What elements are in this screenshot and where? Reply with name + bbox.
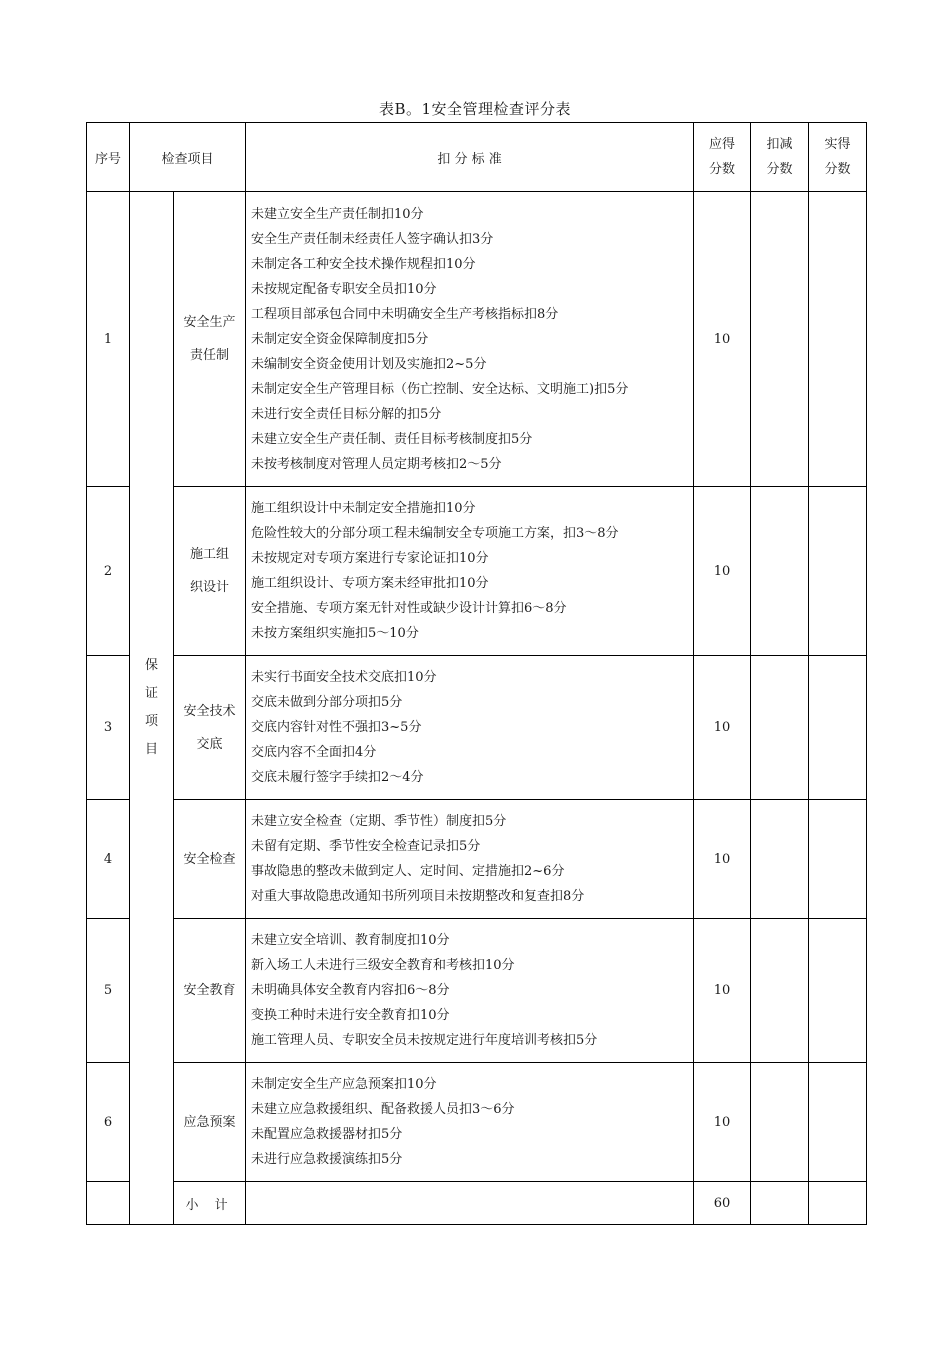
subtotal-deduct-score[interactable] bbox=[751, 1182, 809, 1225]
header-deduct-line2: 分数 bbox=[766, 162, 793, 177]
row-item-lines bbox=[184, 974, 236, 1007]
subtotal-actual-score[interactable] bbox=[809, 1182, 867, 1225]
criteria-line: 工程项目部承包合同中未明确安全生产考核指标扣8分 bbox=[251, 306, 559, 322]
group-label-char: 证 bbox=[144, 686, 158, 701]
criteria-line: 施工组织设计、专项方案未经审批扣10分 bbox=[251, 576, 489, 591]
row-seq: 4 bbox=[87, 800, 130, 919]
criteria-line: 未制定安全资金保障制度扣5分 bbox=[251, 331, 429, 347]
row-item-line: 织设计 bbox=[190, 580, 230, 595]
row-criteria bbox=[246, 919, 694, 1063]
criteria-line: 未按考核制度对管理人员定期考核扣2～5分 bbox=[251, 456, 502, 472]
criteria-line: 变换工种时未进行安全教育扣10分 bbox=[251, 1008, 450, 1023]
header-deduct-line1: 扣减 bbox=[766, 137, 793, 152]
criteria-line: 未实行书面安全技术交底扣10分 bbox=[251, 670, 437, 685]
header-deduct bbox=[751, 123, 809, 192]
criteria-line: 安全生产责任制未经责任人签字确认扣3分 bbox=[251, 231, 494, 247]
score-table bbox=[86, 122, 867, 1225]
header-actual bbox=[809, 123, 867, 192]
subtotal-label: 小 计 bbox=[174, 1182, 246, 1225]
table-row bbox=[87, 487, 867, 656]
criteria-line: 危险性较大的分部分项工程未编制安全专项施工方案，扣3～8分 bbox=[251, 526, 619, 541]
row-item-line: 安全检查 bbox=[183, 851, 236, 867]
criteria-line: 施工管理人员、专职安全员未按规定进行年度培训考核扣5分 bbox=[251, 1033, 598, 1048]
row-deduct-score[interactable] bbox=[751, 800, 809, 919]
header-should bbox=[694, 123, 751, 192]
table-row bbox=[87, 656, 867, 800]
row-deduct-score[interactable] bbox=[751, 919, 809, 1063]
criteria-line: 新入场工人未进行三级安全教育和考核扣10分 bbox=[251, 958, 515, 973]
criteria-line: 未建立应急救援组织、配备救援人员扣3～6分 bbox=[251, 1102, 515, 1117]
criteria-line: 施工组织设计中未制定安全措施扣10分 bbox=[251, 501, 476, 516]
criteria-line: 未按规定配备专职安全员扣10分 bbox=[251, 281, 437, 297]
subtotal-seq bbox=[87, 1182, 130, 1225]
row-should-score: 10 bbox=[694, 192, 751, 487]
row-seq: 2 bbox=[87, 487, 130, 656]
table-row bbox=[87, 1063, 867, 1182]
header-actual-line2: 分数 bbox=[824, 162, 851, 177]
row-actual-score[interactable] bbox=[809, 192, 867, 487]
criteria-line: 交底内容针对性不强扣3~5分 bbox=[251, 720, 422, 735]
header-should-line2: 分数 bbox=[709, 162, 736, 177]
row-item-lines bbox=[184, 843, 236, 876]
row-should-score: 10 bbox=[694, 1063, 751, 1182]
group-label-char: 目 bbox=[144, 742, 158, 757]
row-item bbox=[174, 487, 246, 656]
row-item bbox=[174, 192, 246, 487]
header-should-line1: 应得 bbox=[709, 137, 736, 152]
row-item-lines bbox=[184, 306, 236, 372]
subtotal-row bbox=[87, 1182, 867, 1225]
criteria-line: 对重大事故隐患改通知书所列项目未按期整改和复查扣8分 bbox=[251, 889, 585, 904]
row-should-score: 10 bbox=[694, 919, 751, 1063]
criteria-line: 未建立安全生产责任制、责任目标考核制度扣5分 bbox=[251, 431, 533, 447]
criteria-line: 未明确具体安全教育内容扣6～8分 bbox=[251, 983, 450, 998]
row-item bbox=[174, 1063, 246, 1182]
row-item-lines bbox=[184, 1106, 236, 1139]
table-title: 表B。1安全管理检查评分表 bbox=[378, 100, 572, 118]
row-seq: 5 bbox=[87, 919, 130, 1063]
row-should-score: 10 bbox=[694, 800, 751, 919]
header-actual-line1: 实得 bbox=[824, 137, 851, 152]
header-item: 检查项目 bbox=[130, 123, 246, 192]
criteria-line: 未制定安全生产管理目标（伤亡控制、安全达标、文明施工)扣5分 bbox=[251, 381, 629, 397]
row-criteria bbox=[246, 487, 694, 656]
row-item-line: 安全生产 bbox=[183, 315, 236, 330]
criteria-line: 未按方案组织实施扣5～10分 bbox=[251, 626, 419, 641]
row-deduct-score[interactable] bbox=[751, 1063, 809, 1182]
criteria-line: 未制定安全生产应急预案扣10分 bbox=[251, 1077, 437, 1092]
row-should-score: 10 bbox=[694, 656, 751, 800]
row-actual-score[interactable] bbox=[809, 1063, 867, 1182]
row-item-line: 责任制 bbox=[190, 348, 230, 363]
row-item-line: 应急预案 bbox=[183, 1114, 236, 1130]
row-item-line: 施工组 bbox=[190, 547, 230, 562]
row-item-line: 安全技术 bbox=[183, 703, 236, 719]
criteria-line: 未编制安全资金使用计划及实施扣2~5分 bbox=[251, 356, 487, 372]
row-actual-score[interactable] bbox=[809, 800, 867, 919]
group-label bbox=[130, 192, 174, 1225]
row-item bbox=[174, 919, 246, 1063]
criteria-line: 未按规定对专项方案进行专家论证扣10分 bbox=[251, 551, 489, 566]
row-item bbox=[174, 800, 246, 919]
row-seq: 1 bbox=[87, 192, 130, 487]
row-actual-score[interactable] bbox=[809, 919, 867, 1063]
row-criteria bbox=[246, 800, 694, 919]
row-item-lines bbox=[190, 538, 229, 604]
criteria-line: 事故隐患的整改未做到定人、定时间、定措施扣2~6分 bbox=[251, 864, 565, 879]
row-actual-score[interactable] bbox=[809, 656, 867, 800]
row-should-score: 10 bbox=[694, 487, 751, 656]
subtotal-criteria bbox=[246, 1182, 694, 1225]
criteria-line: 交底内容不全面扣4分 bbox=[251, 745, 377, 760]
header-row bbox=[87, 123, 867, 192]
criteria-line: 交底未履行签字手续扣2～4分 bbox=[251, 770, 424, 785]
row-seq: 6 bbox=[87, 1063, 130, 1182]
criteria-line: 未建立安全生产责任制扣10分 bbox=[251, 206, 424, 222]
row-actual-score[interactable] bbox=[809, 487, 867, 656]
group-label-stack bbox=[144, 652, 160, 764]
criteria-line: 未制定各工种安全技术操作规程扣10分 bbox=[251, 256, 476, 272]
row-criteria bbox=[246, 1063, 694, 1182]
criteria-line: 未进行安全责任目标分解的扣5分 bbox=[251, 406, 442, 422]
criteria-line: 未进行应急救援演练扣5分 bbox=[251, 1152, 403, 1167]
header-seq: 序号 bbox=[87, 123, 130, 192]
table-row bbox=[87, 919, 867, 1063]
criteria-line: 交底未做到分部分项扣5分 bbox=[251, 695, 403, 710]
row-criteria bbox=[246, 656, 694, 800]
row-item bbox=[174, 656, 246, 800]
row-deduct-score[interactable] bbox=[751, 487, 809, 656]
table-row bbox=[87, 192, 867, 487]
row-deduct-score[interactable] bbox=[751, 192, 809, 487]
criteria-line: 未建立安全培训、教育制度扣10分 bbox=[251, 933, 450, 948]
row-item-line: 交底 bbox=[196, 736, 223, 752]
row-item-line: 安全教育 bbox=[183, 983, 236, 998]
row-deduct-score[interactable] bbox=[751, 656, 809, 800]
subtotal-should-score: 60 bbox=[694, 1182, 751, 1225]
row-seq: 3 bbox=[87, 656, 130, 800]
criteria-line: 未配置应急救援器材扣5分 bbox=[251, 1127, 403, 1142]
table-row bbox=[87, 800, 867, 919]
row-criteria bbox=[246, 192, 694, 487]
criteria-line: 未建立安全检查（定期、季节性）制度扣5分 bbox=[251, 814, 507, 829]
row-item-lines bbox=[184, 695, 236, 761]
group-label-char: 保 bbox=[144, 658, 158, 673]
criteria-line: 安全措施、专项方案无针对性或缺少设计计算扣6～8分 bbox=[251, 601, 567, 616]
header-criteria: 扣 分 标 准 bbox=[246, 123, 694, 192]
criteria-line: 未留有定期、季节性安全检查记录扣5分 bbox=[251, 839, 481, 854]
group-label-char: 项 bbox=[144, 714, 158, 729]
